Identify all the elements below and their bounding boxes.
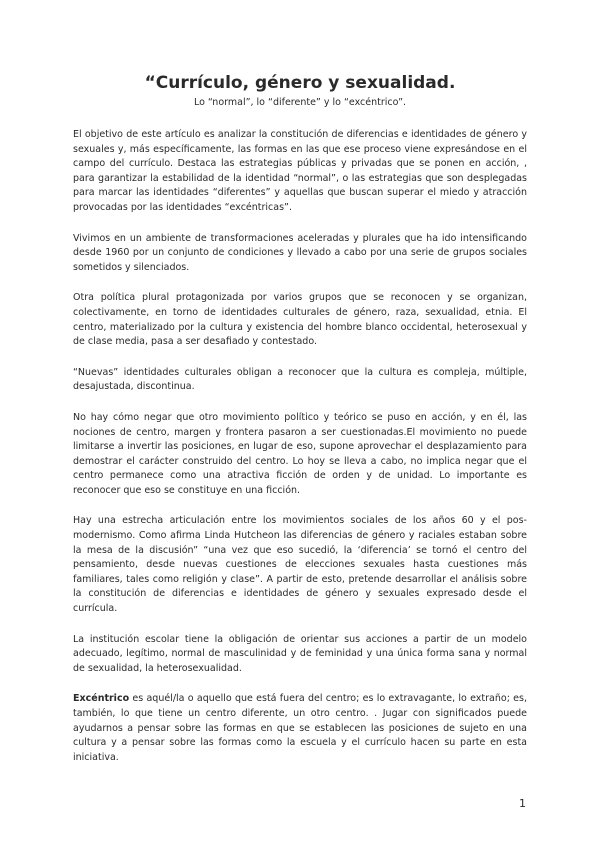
document-subtitle: Lo “normal”, lo “diferente” y lo “excéntrico”. bbox=[193, 97, 407, 108]
paragraph-4: “Nuevas” identidades culturales obligan a reconocer que la cultura es compleja, múltiple, desajustada, discontinua. bbox=[73, 366, 527, 393]
term-excentrico: Excéntrico bbox=[73, 693, 130, 705]
document-title: “Currículo, género y sexualidad. bbox=[144, 73, 456, 93]
paragraph-2: Vivimos en un ambiente de transformaciones aceleradas y plurales que ha ido intensificando desde 1960 por un conjunto de condiciones y llevado a cabo por una serie de grupos sociales sometidos y silenciados. bbox=[73, 232, 527, 273]
paragraph-8-text: es aquél/la o aquello que está fuera del centro; es lo extravagante, lo extraño; es, también, lo que tiene un centro diferente, un otro centro. . Jugar con significados puede ayudarnos a pensar sobre las formas en que se establecen las posiciones de sujeto en una cultura y a pensar sobre las formas como la escuela y el currículo hacen su parte en esta iniciativa. bbox=[73, 693, 527, 763]
paragraph-6: Hay una estrecha articulación entre los movimientos sociales de los años 60 y el pos-modernismo. Como afirma Linda Hutcheon las diferencias de género y raciales estaban sobre la mesa de la discusión” “una vez que eso sucedió, la ‘diferencia’ se tornó el centro del pensamiento, desde nuevas cuestiones de elecciones sexuales hasta cuestiones más familiares, tales como religión y clase”. A partir de esto, pretende desarrollar el análisis sobre la constitución de diferencias e identidades de género y sexuales expresado desde el currícula. bbox=[73, 515, 527, 615]
paragraph-1: El objetivo de este artículo es analizar la constitución de diferencias e identidades de género y sexuales y, más específicamente, las formas en las que ese proceso viene expresándose en el campo del currículo. Destaca las estrategias públicas y privadas que se ponen en acción, , para garantizar la estabilidad de la identidad “normal”, o las estrategias que son desplegadas para marcar las identidades “diferentes” y aquellas que buscan superar el miedo y atracción provocadas por las identidades “excéntricas”. bbox=[73, 129, 527, 213]
paragraph-3: Otra política plural protagonizada por varios grupos que se reconocen y se organizan, colectivamente, en torno de identidades culturales de género, raza, sexualidad, etnia. El centro, materializado por la cultura y existencia del hombre blanco occidental, heterosexual y de clase media, pasa a ser desafiado y contestado. bbox=[73, 292, 527, 348]
paragraph-7: La institución escolar tiene la obligación de orientar sus acciones a partir de un modelo adecuado, legítimo, normal de masculinidad y de feminidad y una única forma sana y normal de sexualidad, la heterosexualidad. bbox=[73, 633, 527, 674]
paragraph-8 bbox=[73, 692, 527, 765]
paragraph-5: No hay cómo negar que otro movimiento político y teórico se puso en acción, y en él, las nociones de centro, margen y frontera pasaron a ser cuestionadas.El movimiento no puede limitarse a invertir las posiciones, en lugar de eso, supone aprovechar el desplazamiento para demostrar el carácter construido del centro. Lo hoy se lleva a cabo, no implica negar que el centro permanece como una atractiva ficción de orden y de unidad. Lo importante es reconocer que eso se constituye en una ficción. bbox=[73, 411, 527, 496]
page-number: 1 bbox=[519, 797, 526, 810]
